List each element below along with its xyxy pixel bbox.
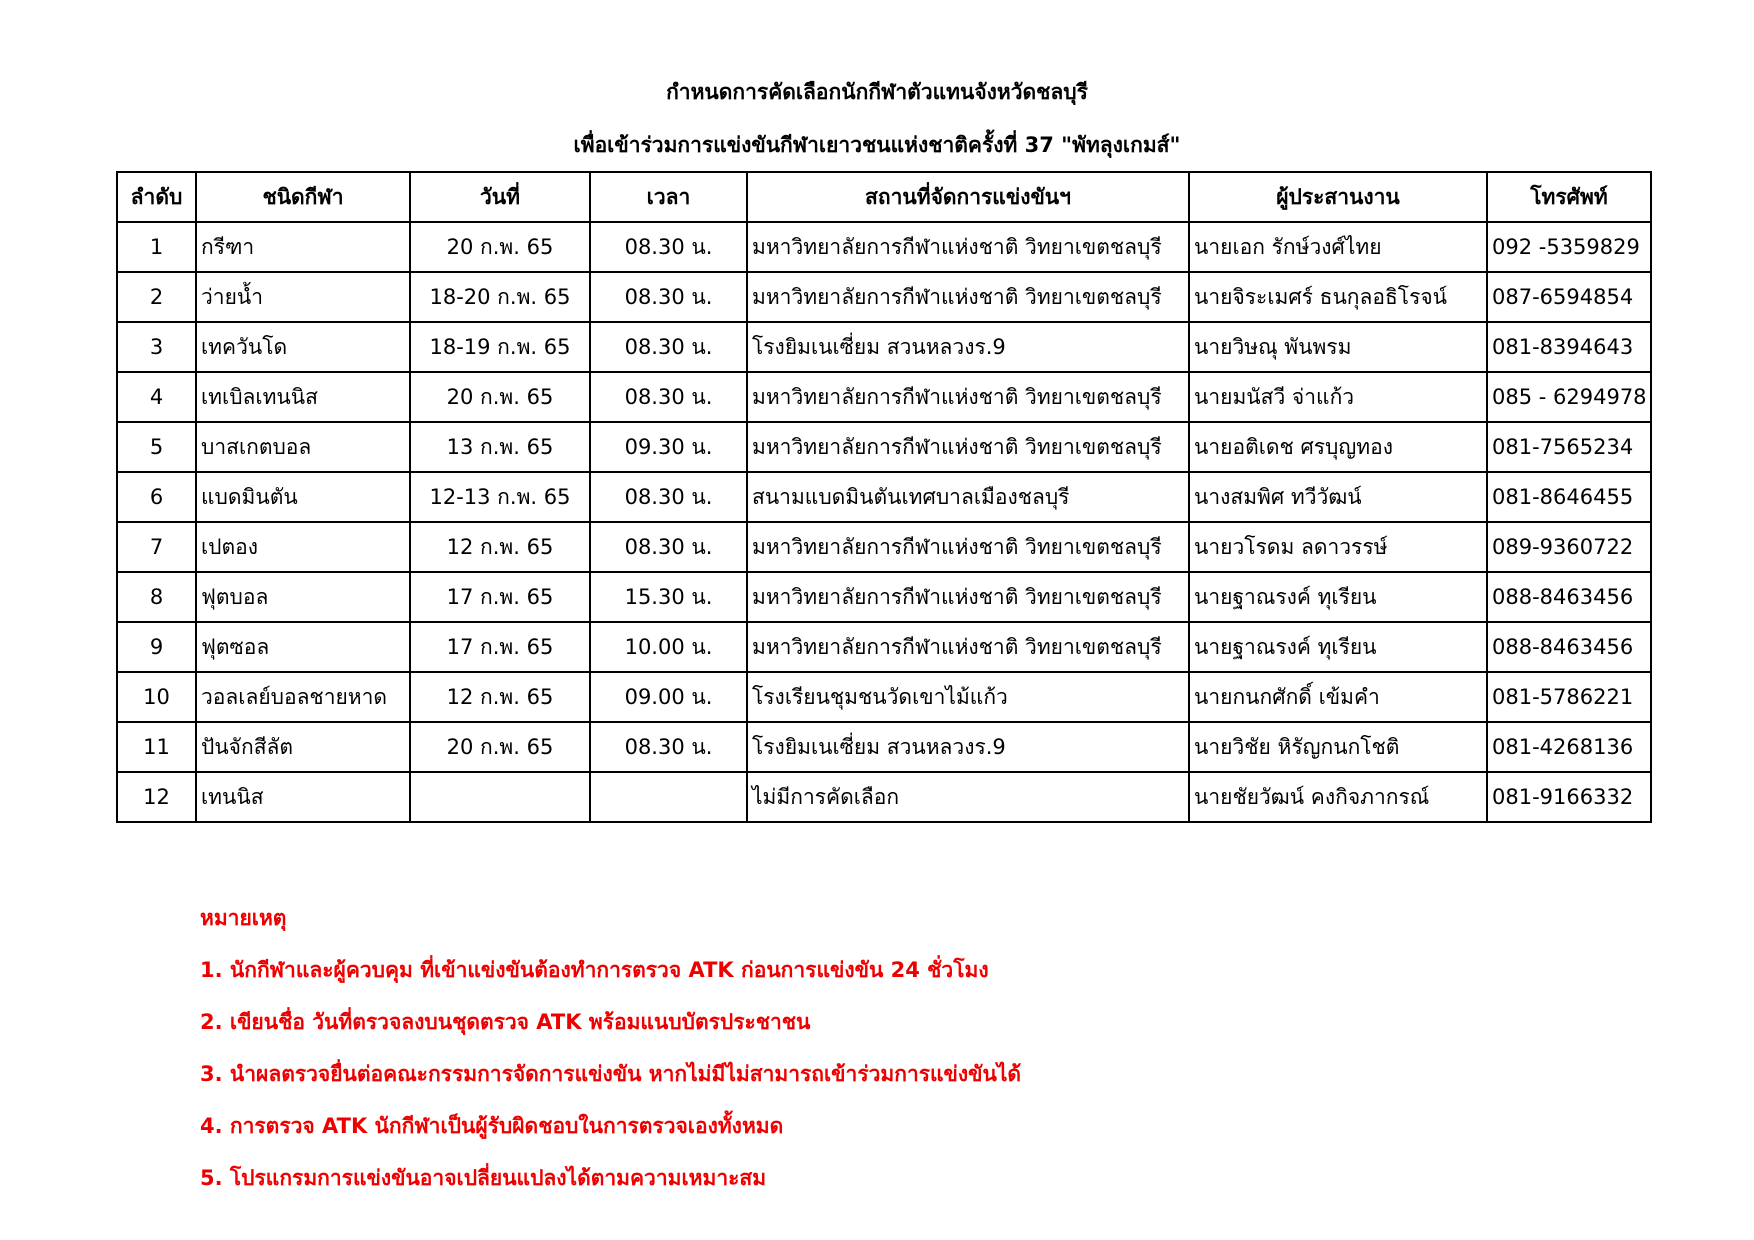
table-row xyxy=(117,722,1651,772)
phone-cell: 085 - 6294978 xyxy=(1487,372,1651,422)
phone-cell: 081-7565234 xyxy=(1487,422,1651,472)
date-cell: 20 ก.พ. 65 xyxy=(410,722,590,772)
phone-cell: 087-6594854 xyxy=(1487,272,1651,322)
table-row xyxy=(117,322,1651,372)
table-row xyxy=(117,222,1651,272)
sport-cell: บาสเกตบอล xyxy=(196,422,410,472)
sport-cell: วอลเลย์บอลชายหาด xyxy=(196,672,410,722)
phone-cell: 081-8394643 xyxy=(1487,322,1651,372)
order-cell: 9 xyxy=(117,622,196,672)
order-cell: 8 xyxy=(117,572,196,622)
phone-cell: 088-8463456 xyxy=(1487,622,1651,672)
order-cell: 7 xyxy=(117,522,196,572)
order-cell: 5 xyxy=(117,422,196,472)
time-cell: 09.30 น. xyxy=(590,422,747,472)
phone-cell: 092 -5359829 xyxy=(1487,222,1651,272)
time-cell: 10.00 น. xyxy=(590,622,747,672)
time-cell: 08.30 น. xyxy=(590,222,747,272)
header-order: ลำดับ xyxy=(117,172,196,222)
date-cell xyxy=(410,772,590,822)
time-cell xyxy=(590,772,747,822)
sport-cell: กรีฑา xyxy=(196,222,410,272)
table-row xyxy=(117,422,1651,472)
venue-cell: โรงยิมเนเซี่ยม สวนหลวงร.9 xyxy=(747,322,1189,372)
time-cell: 08.30 น. xyxy=(590,322,747,372)
coordinator-cell: นายอติเดช ศรบุญทอง xyxy=(1189,422,1487,472)
sport-cell: เปตอง xyxy=(196,522,410,572)
table-row xyxy=(117,272,1651,322)
venue-cell: โรงเรียนชุมชนวัดเขาไม้แก้ว xyxy=(747,672,1189,722)
note-item: 2. เขียนชื่อ วันที่ตรวจลงบนชุดตรวจ ATK พร้อมแนบบัตรประชาชน xyxy=(200,1010,811,1034)
time-cell: 08.30 น. xyxy=(590,722,747,772)
header-venue: สถานที่จัดการแข่งขันฯ xyxy=(747,172,1189,222)
sport-cell: เทเบิลเทนนิส xyxy=(196,372,410,422)
note-item: 4. การตรวจ ATK นักกีฬาเป็นผู้รับผิดชอบในการตรวจเองทั้งหมด xyxy=(200,1114,784,1138)
venue-cell: ไม่มีการคัดเลือก xyxy=(747,772,1189,822)
table-row xyxy=(117,472,1651,522)
table-row xyxy=(117,672,1651,722)
order-cell: 10 xyxy=(117,672,196,722)
venue-cell: สนามแบดมินตันเทศบาลเมืองชลบุรี xyxy=(747,472,1189,522)
phone-cell: 089-9360722 xyxy=(1487,522,1651,572)
venue-cell: มหาวิทยาลัยการกีฬาแห่งชาติ วิทยาเขตชลบุรี xyxy=(747,522,1189,572)
venue-cell: มหาวิทยาลัยการกีฬาแห่งชาติ วิทยาเขตชลบุรี xyxy=(747,422,1189,472)
sport-cell: ฟุตซอล xyxy=(196,622,410,672)
header-date: วันที่ xyxy=(410,172,590,222)
sport-cell: ปันจักสีลัต xyxy=(196,722,410,772)
selection-schedule-table xyxy=(116,171,1652,823)
order-cell: 1 xyxy=(117,222,196,272)
phone-cell: 081-4268136 xyxy=(1487,722,1651,772)
time-cell: 08.30 น. xyxy=(590,522,747,572)
note-item: 1. นักกีฬาและผู้ควบคุม ที่เข้าแข่งขันต้องทำการตรวจ ATK ก่อนการแข่งขัน 24 ชั่วโมง xyxy=(200,958,989,982)
date-cell: 12-13 ก.พ. 65 xyxy=(410,472,590,522)
coordinator-cell: นายจิระเมศร์ ธนกุลอธิโรจน์ xyxy=(1189,272,1487,322)
venue-cell: โรงยิมเนเซี่ยม สวนหลวงร.9 xyxy=(747,722,1189,772)
coordinator-cell: นายวิชัย หิรัญกนกโชติ xyxy=(1189,722,1487,772)
date-cell: 18-19 ก.พ. 65 xyxy=(410,322,590,372)
notes-section xyxy=(200,903,1021,1215)
coordinator-cell: นายวิษณุ พันพรม xyxy=(1189,322,1487,372)
coordinator-cell: นายมนัสวี จ่าแก้ว xyxy=(1189,372,1487,422)
sport-cell: ฟุตบอล xyxy=(196,572,410,622)
phone-cell: 081-8646455 xyxy=(1487,472,1651,522)
order-cell: 12 xyxy=(117,772,196,822)
sport-cell: เทนนิส xyxy=(196,772,410,822)
coordinator-cell: นายวโรดม ลดาวรรษ์ xyxy=(1189,522,1487,572)
phone-cell: 081-9166332 xyxy=(1487,772,1651,822)
venue-cell: มหาวิทยาลัยการกีฬาแห่งชาติ วิทยาเขตชลบุรี xyxy=(747,622,1189,672)
time-cell: 08.30 น. xyxy=(590,372,747,422)
time-cell: 09.00 น. xyxy=(590,672,747,722)
date-cell: 13 ก.พ. 65 xyxy=(410,422,590,472)
order-cell: 2 xyxy=(117,272,196,322)
note-item: 3. นำผลตรวจยื่นต่อคณะกรรมการจัดการแข่งขัน หากไม่มีไม่สามารถเข้าร่วมการแข่งขันได้ xyxy=(200,1062,1022,1086)
date-cell: 12 ก.พ. 65 xyxy=(410,672,590,722)
order-cell: 4 xyxy=(117,372,196,422)
page-subtitle: เพื่อเข้าร่วมการแข่งขันกีฬาเยาวชนแห่งชาติครั้งที่ 37 "พัทลุงเกมส์" xyxy=(573,133,1181,157)
date-cell: 17 ก.พ. 65 xyxy=(410,572,590,622)
date-cell: 17 ก.พ. 65 xyxy=(410,622,590,672)
time-cell: 08.30 น. xyxy=(590,272,747,322)
coordinator-cell: นายชัยวัฒน์ คงกิจภากรณ์ xyxy=(1189,772,1487,822)
venue-cell: มหาวิทยาลัยการกีฬาแห่งชาติ วิทยาเขตชลบุรี xyxy=(747,572,1189,622)
header-sport: ชนิดกีฬา xyxy=(196,172,410,222)
phone-cell: 081-5786221 xyxy=(1487,672,1651,722)
time-cell: 15.30 น. xyxy=(590,572,747,622)
coordinator-cell: นายฐาณรงค์ ทุเรียน xyxy=(1189,622,1487,672)
sport-cell: ว่ายน้ำ xyxy=(196,272,410,322)
table-row xyxy=(117,522,1651,572)
table-row xyxy=(117,622,1651,672)
note-item: 5. โปรแกรมการแข่งขันอาจเปลี่ยนแปลงได้ตามความเหมาะสม xyxy=(200,1166,767,1190)
date-cell: 18-20 ก.พ. 65 xyxy=(410,272,590,322)
coordinator-cell: นายเอก รักษ์วงศ์ไทย xyxy=(1189,222,1487,272)
sport-cell: แบดมินตัน xyxy=(196,472,410,522)
page-title: กำหนดการคัดเลือกนักกีฬาตัวแทนจังหวัดชลบุรี xyxy=(666,80,1088,104)
venue-cell: มหาวิทยาลัยการกีฬาแห่งชาติ วิทยาเขตชลบุรี xyxy=(747,272,1189,322)
header-time: เวลา xyxy=(590,172,747,222)
coordinator-cell: นายกนกศักดิ์ เข้มคำ xyxy=(1189,672,1487,722)
venue-cell: มหาวิทยาลัยการกีฬาแห่งชาติ วิทยาเขตชลบุรี xyxy=(747,372,1189,422)
date-cell: 20 ก.พ. 65 xyxy=(410,222,590,272)
sport-cell: เทควันโด xyxy=(196,322,410,372)
date-cell: 12 ก.พ. 65 xyxy=(410,522,590,572)
coordinator-cell: นางสมพิศ ทวีวัฒน์ xyxy=(1189,472,1487,522)
order-cell: 11 xyxy=(117,722,196,772)
order-cell: 6 xyxy=(117,472,196,522)
order-cell: 3 xyxy=(117,322,196,372)
date-cell: 20 ก.พ. 65 xyxy=(410,372,590,422)
table-header-row xyxy=(117,172,1651,222)
phone-cell: 088-8463456 xyxy=(1487,572,1651,622)
table-row xyxy=(117,572,1651,622)
header-coordinator: ผู้ประสานงาน xyxy=(1189,172,1487,222)
notes-heading: หมายเหตุ xyxy=(200,906,287,930)
table-row xyxy=(117,772,1651,822)
venue-cell: มหาวิทยาลัยการกีฬาแห่งชาติ วิทยาเขตชลบุรี xyxy=(747,222,1189,272)
time-cell: 08.30 น. xyxy=(590,472,747,522)
header-phone: โทรศัพท์ xyxy=(1487,172,1651,222)
coordinator-cell: นายฐาณรงค์ ทุเรียน xyxy=(1189,572,1487,622)
table-row xyxy=(117,372,1651,422)
